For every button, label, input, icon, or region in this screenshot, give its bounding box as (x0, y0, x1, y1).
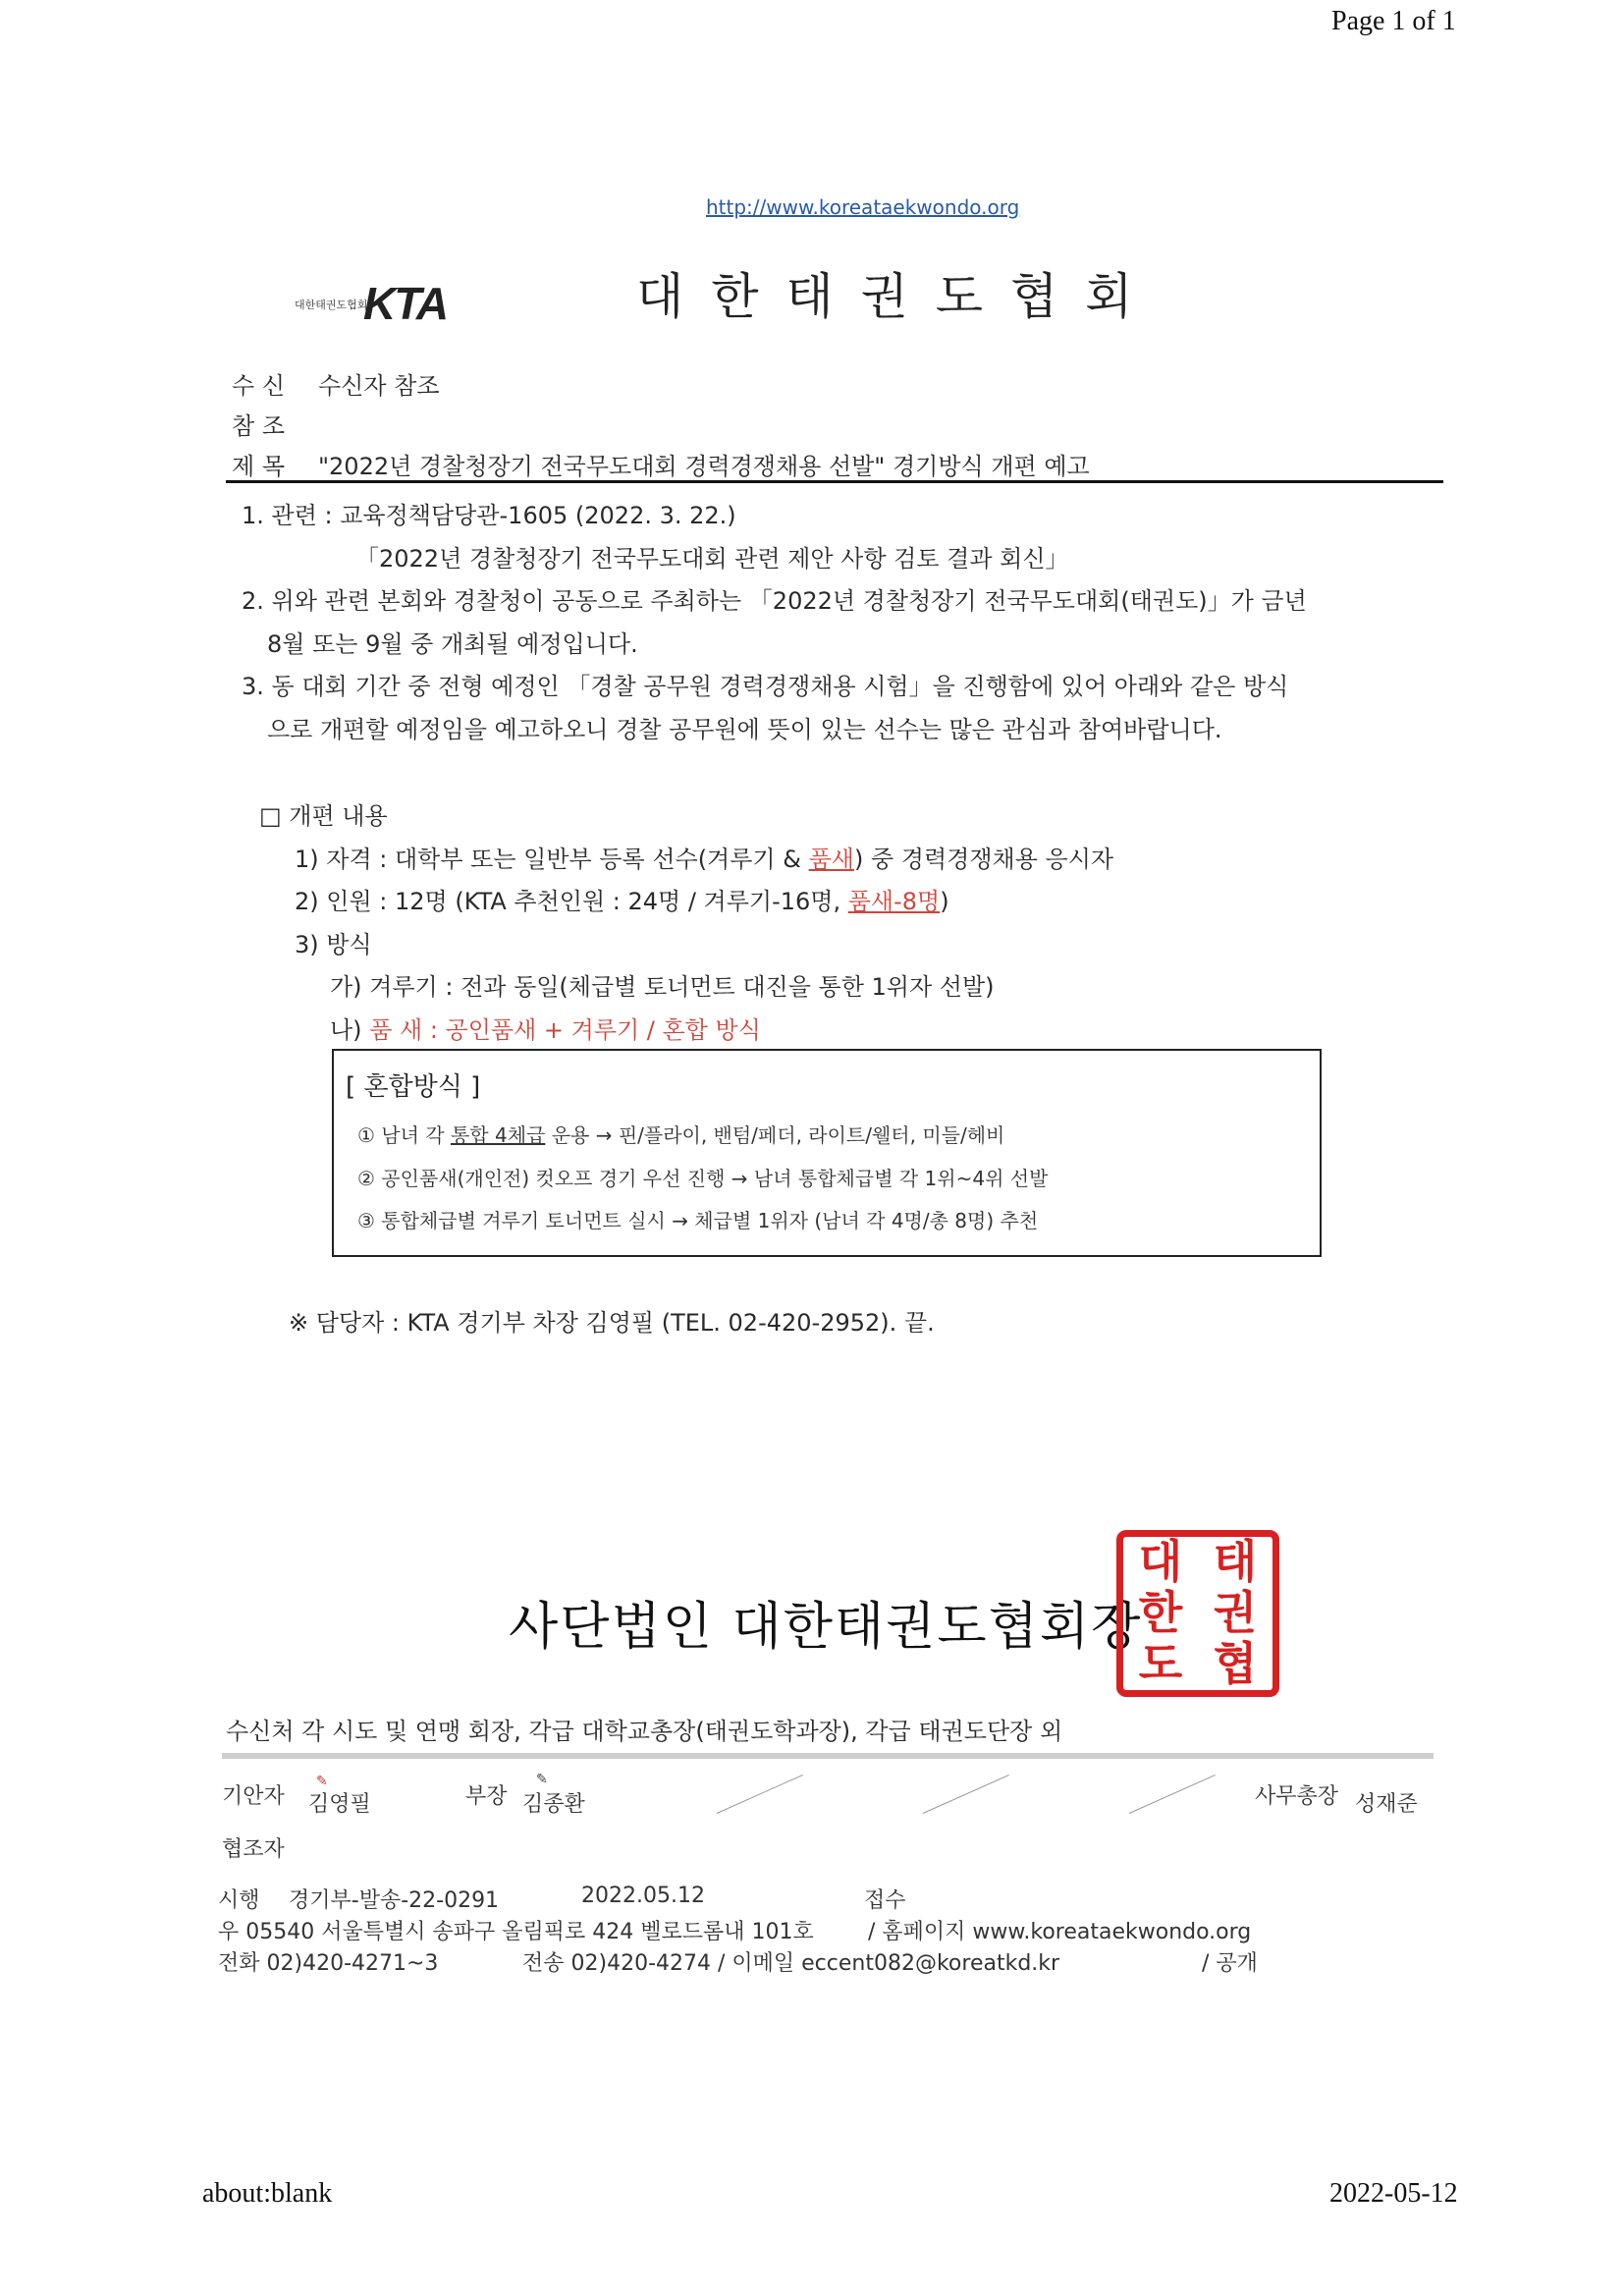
footer-date: 2022-05-12 (1329, 2178, 1458, 2209)
mixed-box-title: [ 혼합방식 ] (346, 1072, 481, 1102)
reform-item-3a: 가) 겨루기 : 전과 동일(체급별 토너먼트 대진을 통한 1위자 선발) (330, 973, 995, 1001)
item1-suffix: ) 중 경력경쟁채용 응시자 (853, 846, 1114, 873)
para-3-line2: 으로 개편할 예정임을 예고하오니 경찰 공무원에 뜻이 있는 선수는 많은 관심과 참여바랍니다. (267, 716, 1222, 743)
org-title: 대 한 태 권 도 협 회 (636, 268, 1139, 325)
distribution-line: 수신처 각 시도 및 연맹 회장, 각급 대학교총장(태권도학과장), 각급 태권도단장 외 (226, 1718, 1063, 1745)
page-indicator: Page 1 of 1 (1331, 6, 1456, 36)
receipt-label: 접수 (864, 1888, 906, 1913)
subject-label: 제 목 (232, 453, 285, 480)
seal-char-1: 대 (1138, 1535, 1183, 1588)
item3b-highlight: 품 새 : 공인품새 + 겨루기 / 혼합 방식 (369, 1016, 761, 1044)
recipient-value: 수신자 참조 (318, 372, 440, 400)
logo-subtext: 대한태권도협회 (295, 299, 368, 311)
issuer-title: 사단법인 대한태권도협회장 (509, 1598, 1143, 1657)
drafter-name: 김영필 (308, 1792, 371, 1817)
item2-prefix: 2) 인원 : 12명 (KTA 추천인원 : 24명 / 겨루기-16명, (295, 888, 848, 915)
reform-item-3: 3) 방식 (295, 931, 372, 958)
contact-line: ※ 담당자 : KTA 경기부 차장 김영필 (TEL. 02-420-2952). 끝. (289, 1309, 935, 1337)
manager-sign-icon: ✎ (536, 1772, 548, 1787)
exec-date: 2022.05.12 (581, 1884, 705, 1908)
para-3-line1: 3. 동 대회 기간 중 전형 예정인 「경찰 공무원 경력경쟁채용 시험」을 진행함에 있어 아래와 같은 방식 (242, 673, 1289, 700)
manager-name: 김종환 (522, 1792, 585, 1817)
para-2-line1: 2. 위와 관련 본회와 경찰청이 공동으로 주최하는 「2022년 경찰청장기 전국무도대회(태권도)」가 금년 (242, 587, 1307, 615)
item1-highlight: 품새 (808, 846, 854, 873)
reform-item-3b (330, 1011, 761, 1045)
row1-prefix: ① 남녀 각 (357, 1123, 451, 1147)
empty-approval-slash-2 (923, 1775, 1009, 1814)
mixed-row-1 (357, 1120, 1004, 1148)
drafter-sign-icon: ✎ (316, 1774, 328, 1789)
footer-url: about:blank (202, 2178, 333, 2209)
reform-heading: □ 개편 내용 (259, 802, 388, 830)
disclosure: / 공개 (1202, 1951, 1258, 1976)
empty-approval-slash-1 (717, 1775, 803, 1814)
seal-char-3: 한 (1138, 1586, 1183, 1639)
official-seal (1116, 1530, 1279, 1697)
item3b-prefix: 나) (330, 1016, 370, 1044)
reform-item-2 (295, 882, 949, 916)
phone: 전화 02)420-4271~3 (218, 1951, 439, 1976)
seal-char-2: 태 (1213, 1535, 1258, 1588)
coop-label: 협조자 (222, 1837, 285, 1862)
seal-char-6: 협 (1213, 1637, 1258, 1690)
fax-email: 전송 02)420-4274 / 이메일 eccent082@koreatkd.kr (522, 1951, 1060, 1976)
row1-suffix: 운용 → 핀/플라이, 밴텀/페더, 라이트/웰터, 미들/헤비 (545, 1123, 1005, 1147)
mixed-row-3: ③ 통합체급별 겨루기 토너먼트 실시 → 체급별 1위자 (남녀 각 4명/총 8명) 추천 (357, 1209, 1039, 1232)
item1-prefix: 1) 자격 : 대학부 또는 일반부 등록 선수(겨루기 & (295, 846, 809, 873)
logo-text: KTA (363, 278, 448, 329)
distribution-divider (222, 1753, 1434, 1759)
secgen-label: 사무총장 (1255, 1784, 1339, 1809)
row1-underlined: 통합 4체급 (450, 1123, 546, 1147)
subject-value: "2022년 경찰청장기 전국무도대회 경력경쟁채용 선발" 경기방식 개편 예고 (318, 453, 1090, 480)
mixed-row-2: ② 공인품새(개인전) 컷오프 경기 우선 진행 → 남녀 통합체급별 각 1위~4위 선발 (357, 1167, 1049, 1190)
item2-highlight: 품새-8명 (847, 888, 941, 915)
address: 우 05540 서울특별시 송파구 올림픽로 424 벨로드롬내 101호 (218, 1920, 814, 1944)
empty-approval-slash-3 (1129, 1775, 1216, 1814)
para-2-line2: 8월 또는 9월 중 개최될 예정입니다. (267, 630, 638, 658)
reference-label: 참 조 (232, 412, 285, 440)
subject-divider (226, 480, 1443, 483)
recipient-label: 수 신 (232, 372, 285, 400)
exec-label: 시행 (218, 1888, 260, 1913)
mixed-method-box (332, 1049, 1322, 1257)
kta-logo (293, 275, 448, 330)
para-1-sub: 「2022년 경찰청장기 전국무도대회 관련 제안 사항 검토 결과 회신」 (355, 545, 1069, 573)
seal-char-5: 도 (1138, 1637, 1183, 1690)
homepage: / 홈페이지 www.koreataekwondo.org (868, 1920, 1252, 1944)
drafter-label: 기안자 (222, 1784, 285, 1809)
para-1: 1. 관련 : 교육정책담당관-1605 (2022. 3. 22.) (242, 502, 736, 529)
exec-number: 경기부-발송-22-0291 (289, 1888, 500, 1913)
item2-suffix: ) (940, 888, 949, 915)
website-link[interactable]: http://www.koreataekwondo.org (706, 195, 1020, 219)
manager-label: 부장 (465, 1784, 508, 1809)
reform-item-1 (295, 840, 1113, 874)
seal-char-4: 권 (1213, 1586, 1258, 1639)
secgen-name: 성재준 (1355, 1792, 1418, 1817)
